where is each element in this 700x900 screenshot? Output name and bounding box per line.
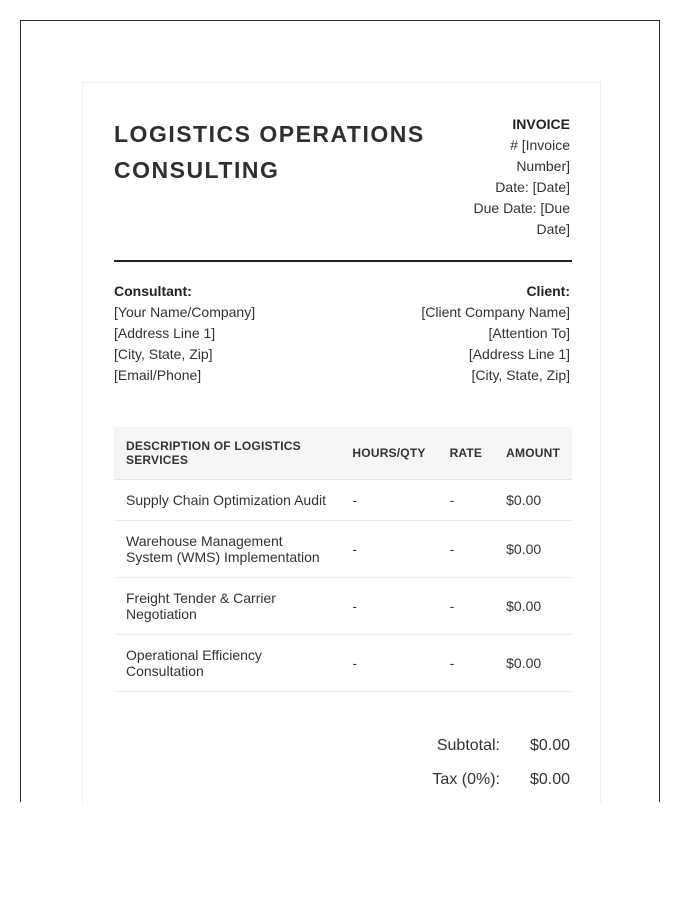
consultant-line: [Your Name/Company] bbox=[114, 304, 256, 320]
invoice-number: # [Invoice Number] bbox=[510, 137, 570, 174]
table-header-row bbox=[114, 427, 572, 480]
cell-rate: - bbox=[438, 635, 495, 692]
services-table bbox=[114, 427, 572, 692]
cell-hours-qty: - bbox=[340, 480, 437, 521]
tax-label: Tax (0%): bbox=[432, 771, 500, 788]
cell-hours-qty: - bbox=[340, 578, 437, 635]
cell-amount: $0.00 bbox=[494, 635, 572, 692]
cell-rate: - bbox=[438, 578, 495, 635]
invoice-due-date: Due Date: [Due Date] bbox=[473, 200, 570, 237]
column-header-rate: RATE bbox=[438, 427, 495, 480]
cell-description: Freight Tender & Carrier Negotiation bbox=[114, 578, 340, 635]
table-row bbox=[114, 521, 572, 578]
consultant-title: Consultant: bbox=[114, 283, 192, 299]
column-header-description: DESCRIPTION OF LOGISTICS SERVICES bbox=[114, 427, 340, 480]
table-row bbox=[114, 635, 572, 692]
consultant-line: [City, State, Zip] bbox=[114, 346, 213, 362]
cell-description: Warehouse Management System (WMS) Implementation bbox=[114, 521, 340, 578]
cell-hours-qty: - bbox=[340, 635, 437, 692]
subtotal-value: $0.00 bbox=[529, 737, 570, 754]
company-name: LOGISTICS OPERATIONS CONSULTING bbox=[114, 121, 425, 183]
client-line: [Address Line 1] bbox=[468, 346, 570, 362]
cell-amount: $0.00 bbox=[494, 480, 572, 521]
consultant-line: [Email/Phone] bbox=[114, 367, 202, 383]
client-block bbox=[421, 281, 570, 386]
header-divider bbox=[114, 260, 572, 262]
cell-description: Supply Chain Optimization Audit bbox=[114, 480, 340, 521]
column-header-hours-qty: HOURS/QTY bbox=[340, 427, 437, 480]
table-row bbox=[114, 480, 572, 521]
subtotal-label: Subtotal: bbox=[436, 737, 500, 754]
table-row bbox=[114, 578, 572, 635]
cell-amount: $0.00 bbox=[494, 521, 572, 578]
client-line: [Attention To] bbox=[488, 325, 570, 341]
invoice-meta bbox=[460, 114, 570, 240]
column-header-amount: AMOUNT bbox=[494, 427, 572, 480]
client-line: [City, State, Zip] bbox=[471, 367, 570, 383]
client-title: Client: bbox=[526, 283, 570, 299]
invoice-paper bbox=[82, 82, 601, 803]
invoice-date: Date: [Date] bbox=[495, 179, 570, 195]
cell-rate: - bbox=[438, 521, 495, 578]
client-line: [Client Company Name] bbox=[421, 304, 570, 320]
cell-rate: - bbox=[438, 480, 495, 521]
cell-amount: $0.00 bbox=[494, 578, 572, 635]
consultant-block bbox=[114, 281, 255, 386]
tax-value: $0.00 bbox=[529, 771, 570, 788]
tax-row bbox=[400, 763, 570, 797]
invoice-title: INVOICE bbox=[512, 116, 570, 132]
cell-hours-qty: - bbox=[340, 521, 437, 578]
cell-description: Operational Efficiency Consultation bbox=[114, 635, 340, 692]
consultant-line: [Address Line 1] bbox=[114, 325, 216, 341]
summary-block bbox=[400, 729, 570, 797]
page-frame bbox=[20, 20, 660, 802]
subtotal-row bbox=[400, 729, 570, 763]
